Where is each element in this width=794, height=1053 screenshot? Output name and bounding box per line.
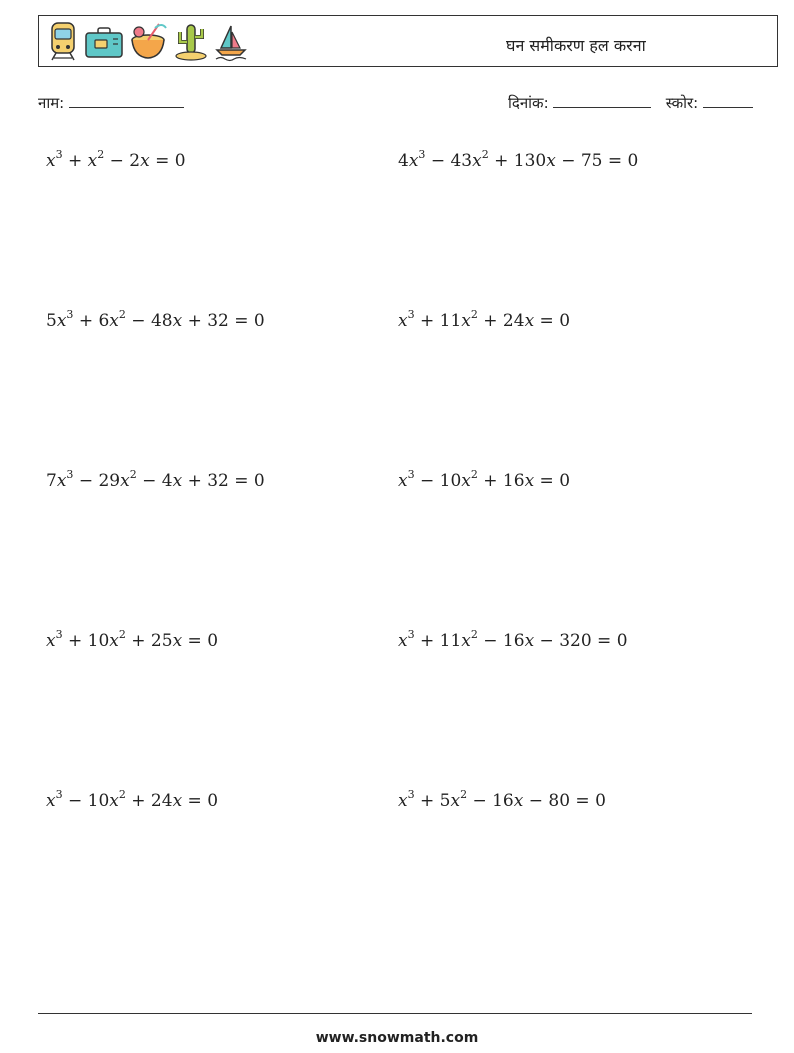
date-label: दिनांक: — [508, 94, 549, 112]
name-blank[interactable] — [69, 93, 184, 108]
footer-divider — [38, 1013, 752, 1014]
problem-9: $x^3 - 10x^2 + 24x = 0$ — [46, 788, 219, 811]
problem-1: $x^3 + x^2 - 2x = 0$ — [46, 148, 186, 171]
problem-3: $5x^3 + 6x^2 - 48x + 32 = 0$ — [46, 308, 265, 331]
score-label: स्कोर: — [665, 94, 699, 112]
problem-2: $4x^3 - 43x^2 + 130x - 75 = 0$ — [398, 148, 639, 171]
coconut-drink-icon — [129, 20, 169, 62]
name-label: नाम: — [38, 94, 65, 112]
suitcase-icon — [83, 20, 125, 62]
date-blank[interactable] — [553, 93, 651, 108]
worksheet-title: घन समीकरण हल करना — [506, 36, 646, 55]
score-blank[interactable] — [703, 93, 753, 108]
problem-8: $x^3 + 11x^2 - 16x - 320 = 0$ — [398, 628, 628, 651]
problem-10: $x^3 + 5x^2 - 16x - 80 = 0$ — [398, 788, 606, 811]
problem-4: $x^3 + 11x^2 + 24x = 0$ — [398, 308, 571, 331]
sailboat-icon — [213, 20, 249, 62]
problem-7: $x^3 + 10x^2 + 25x = 0$ — [46, 628, 219, 651]
problem-6: $x^3 - 10x^2 + 16x = 0$ — [398, 468, 571, 491]
header-icons — [47, 20, 249, 62]
footer-url[interactable]: www.snowmath.com — [315, 1030, 479, 1046]
name-field — [38, 93, 184, 113]
cactus-icon — [173, 20, 209, 62]
date-score-fields — [508, 93, 753, 113]
train-icon — [47, 20, 79, 62]
worksheet-header — [38, 15, 778, 67]
problem-5: $7x^3 - 29x^2 - 4x + 32 = 0$ — [46, 468, 265, 491]
